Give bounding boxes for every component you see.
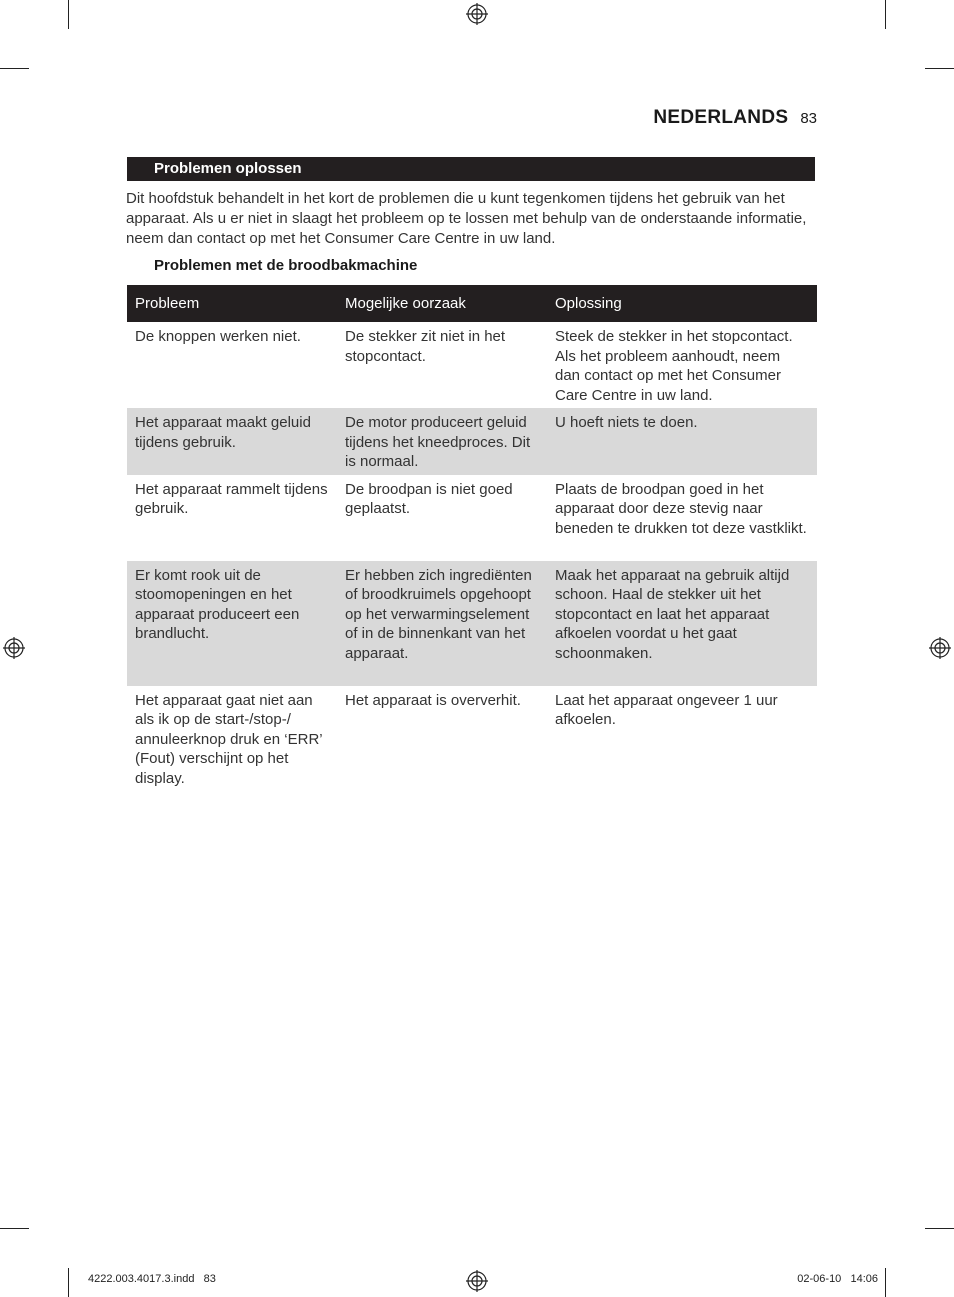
crop-mark xyxy=(925,68,954,69)
registration-mark-icon xyxy=(466,1270,488,1292)
page-header xyxy=(0,107,817,129)
cause-cell: De broodpan is niet goed geplaatst. xyxy=(345,480,513,517)
solution-cell: Laat het apparaat ongeveer 1 uur afkoelen. xyxy=(555,691,778,728)
problem-cell: Het apparaat gaat niet aan als ik op de start-/stop-/ annuleerknop druk en ‘ERR’ (Fout) verschijnt op het display. xyxy=(135,691,323,787)
registration-mark-icon xyxy=(929,637,951,659)
footer-filename: 4222.003.4017.3.indd 83 xyxy=(88,1273,216,1285)
table-row xyxy=(127,475,817,561)
problem-cell: Er komt rook uit de stoomopeningen en het apparaat produceert een brandlucht. xyxy=(127,561,337,686)
intro-paragraph: Dit hoofdstuk behandelt in het kort de problemen die u kunt tegenkomen tijdens het gebruik van het apparaat. Als u er niet in slaagt het probleem op te lossen met behulp van de onderstaande informatie, neem dan contact op met het Consumer Care Centre in uw land. xyxy=(126,190,807,247)
crop-mark xyxy=(68,0,69,29)
language-label: NEDERLANDS xyxy=(653,107,789,128)
cause-cell: Er hebben zich ingrediënten of broodkruimels opgehoopt op het verwarmingselement of in de binnenkant van het apparaat. xyxy=(337,561,547,686)
crop-mark xyxy=(68,1268,69,1297)
solution-cell: Maak het apparaat na gebruik altijd schoon. Haal de stekker uit het stopcontact en laat het apparaat afkoelen voordat u het gaat schoonmaken. xyxy=(547,561,817,686)
solution-cell: Steek de stekker in het stopcontact. Als het probleem aanhoudt, neem dan contact op met het Consumer Care Centre in uw land. xyxy=(555,328,793,404)
problem-cell: Het apparaat rammelt tijdens gebruik. xyxy=(135,480,328,517)
section-title: Problemen oplossen xyxy=(127,157,815,181)
registration-mark-icon xyxy=(3,637,25,659)
page-number: 83 xyxy=(800,110,817,127)
table-header-row xyxy=(127,285,817,322)
crop-mark xyxy=(885,1268,886,1297)
troubleshooting-table xyxy=(127,285,817,792)
crop-mark xyxy=(925,1228,954,1229)
solution-cell: U hoeft niets te doen. xyxy=(547,408,817,475)
column-header-problem: Probleem xyxy=(127,285,337,322)
table-row xyxy=(127,686,817,792)
problem-cell: Het apparaat maakt geluid tijdens gebruik. xyxy=(127,408,337,475)
column-header-cause: Mogelijke oorzaak xyxy=(337,285,547,322)
problem-cell: De knoppen werken niet. xyxy=(135,328,301,345)
crop-mark xyxy=(0,1228,29,1229)
cause-cell: De stekker zit niet in het stopcontact. xyxy=(345,328,506,365)
crop-mark xyxy=(0,68,29,69)
table-row xyxy=(127,322,817,408)
table-row xyxy=(127,408,817,475)
registration-mark-icon xyxy=(466,3,488,25)
column-header-solution: Oplossing xyxy=(547,285,817,322)
cause-cell: De motor produceert geluid tijdens het kneedproces. Dit is normaal. xyxy=(337,408,547,475)
table-row xyxy=(127,561,817,686)
subheading: Problemen met de broodbakmachine xyxy=(154,257,418,274)
footer-datetime: 02-06-10 14:06 xyxy=(797,1273,878,1285)
solution-cell: Plaats de broodpan goed in het apparaat door deze stevig naar beneden te drukken tot deze vastklikt. xyxy=(555,480,807,537)
crop-mark xyxy=(885,0,886,29)
cause-cell: Het apparaat is oververhit. xyxy=(345,691,521,709)
